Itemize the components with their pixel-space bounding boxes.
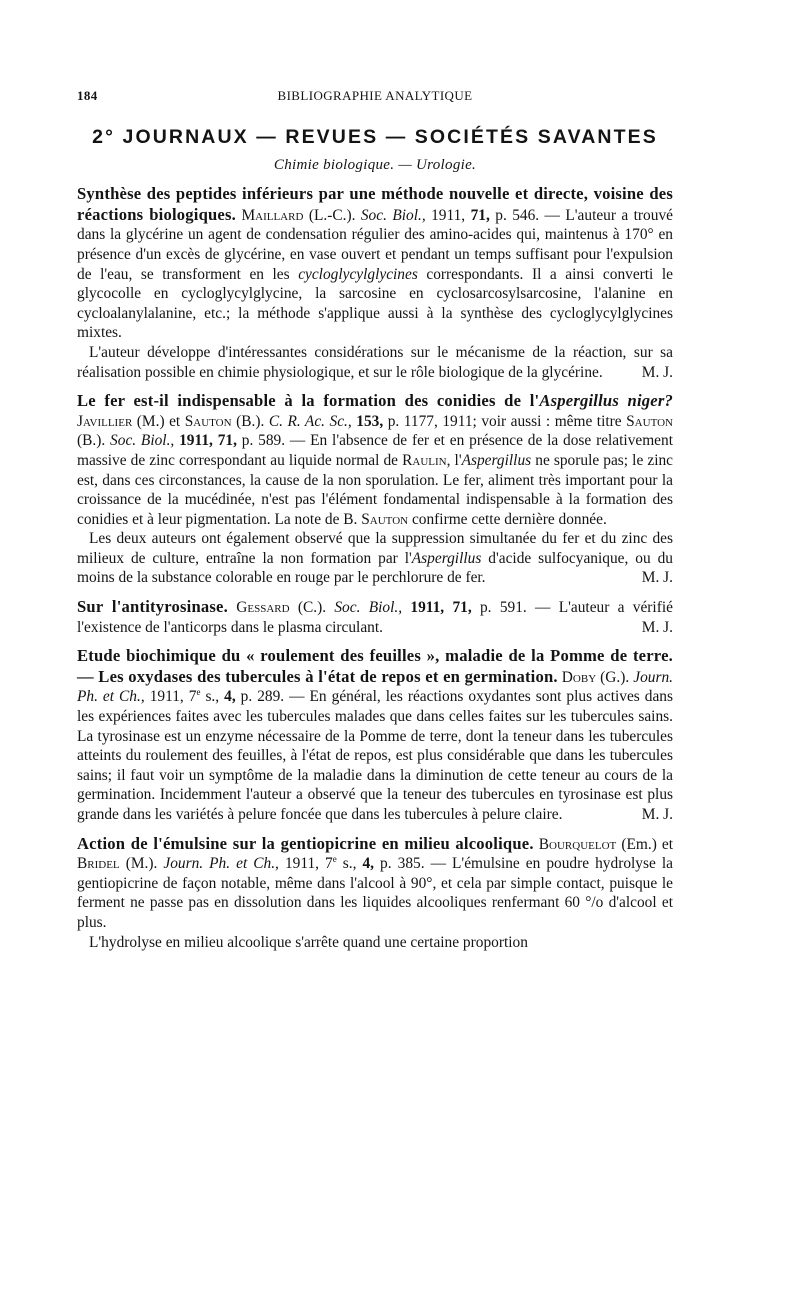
- entry-paragraph: [77, 391, 673, 529]
- entry-paragraph: [77, 933, 673, 953]
- entry-author-initials: (M.).: [125, 855, 158, 873]
- entry-volume: 4,: [224, 688, 236, 706]
- entry-body: , l': [446, 451, 462, 469]
- section-title: 2° JOURNAUX — REVUES — SOCIÉTÉS SAVANTES: [92, 126, 658, 148]
- entry-body: ne sporule pas; le zinc est, dans ces circonstances, la cause de la non sporulation. Le fer, aliment très important pour la croissance de la mucédinée, n'est pas l'élément fondamental indispensable à la formation des conidies et à leur pigmentation. La note de B.: [77, 451, 673, 528]
- entry-journal: Soc. Biol.,: [110, 432, 175, 450]
- entry-paragraph: [77, 529, 673, 588]
- entry-signature: M. J.: [641, 569, 673, 587]
- bibliography-entry: [77, 834, 673, 953]
- entry-paragraph: [77, 597, 673, 637]
- entry-page: p. 591. —: [479, 599, 551, 617]
- entry-year: 1911, 7: [284, 855, 333, 873]
- entry-volume: 4,: [362, 855, 375, 873]
- entry-body-italic: cycloglycylglycines: [298, 265, 418, 283]
- entry-author: Sauton: [626, 412, 673, 430]
- entry-paragraph: [77, 184, 673, 343]
- entry-body: L'émulsine en poudre hydrolyse la gentiopicrine de façon notable, même dans l'alcool à 90°, et cela par simple contact, puisque le ferment ne passe pas en dissolution dans les liquides alcooliques renfermant 60 °/o d'alcool et plus.: [77, 855, 673, 931]
- entry-title: Etude biochimique du « roulement des feuilles », maladie de la Pomme de terre. — Les oxydases des tubercules à l'état de repos et en germination.: [77, 646, 673, 686]
- entry-body: En l'absence de fer et en présence de la dose relativement massive de zinc correspondant au liquide normal de: [77, 432, 673, 469]
- entry-author: Doby: [561, 668, 597, 686]
- entry-body: Les deux auteurs ont également observé que la suppression simultanée du fer et du zinc des milieux de culture, entraîne la non formation par l': [77, 530, 673, 567]
- entry-journal: Soc. Biol.,: [360, 206, 426, 224]
- entry-author: Javillier: [77, 412, 133, 430]
- entry-author-mention: Sauton: [361, 510, 409, 528]
- page-number: 184: [77, 88, 98, 103]
- bibliography-entry: [77, 597, 673, 637]
- entry-volume: 1911, 71,: [410, 599, 472, 617]
- entry-body: L'hydrolyse en milieu alcoolique s'arrête quand une certaine proportion: [89, 933, 528, 951]
- entry-author: Maillard: [241, 206, 304, 224]
- entry-journal: C. R. Ac. Sc.,: [268, 412, 352, 430]
- entry-title: Sur l'antityrosinase.: [77, 597, 228, 617]
- entry-title-italic: Aspergillus niger?: [539, 391, 673, 411]
- bibliography-entry: [77, 184, 673, 382]
- entry-signature: M. J.: [641, 618, 673, 636]
- entry-page: p. 385. —: [380, 855, 446, 873]
- entry-author-initials: (G.).: [600, 668, 630, 686]
- entry-title: Synthèse des peptides inférieurs par une méthode nouvelle et directe, voisine des réactions biologiques.: [77, 184, 673, 224]
- entry-page: p. 546. —: [495, 206, 560, 224]
- document-page: [77, 82, 673, 952]
- entry-body: L'auteur a vérifié l'existence de l'anticorps dans le plasma circulant.: [77, 599, 673, 636]
- entry-paragraph: [77, 834, 673, 933]
- entry-author: Gessard: [236, 599, 290, 617]
- entry-paragraph: [77, 646, 673, 824]
- entry-year: 1911, 7: [149, 688, 197, 706]
- entry-paragraph: [77, 343, 673, 382]
- entry-author-mention: Raulin: [402, 451, 447, 469]
- running-title: BIBLIOGRAPHIE ANALYTIQUE: [277, 88, 473, 103]
- entry-author-initials: (L.-C.).: [308, 206, 356, 224]
- entry-author: Bridel: [77, 855, 120, 873]
- entry-series: s.,: [342, 855, 357, 873]
- entry-author-initials: (C.).: [297, 599, 327, 617]
- bibliography-entry: [77, 391, 673, 588]
- entry-author-initials: (B.).: [236, 412, 265, 430]
- entry-body-italic: Aspergillus: [461, 451, 532, 469]
- entry-page: p. 589. —: [241, 432, 306, 450]
- entry-page: p. 289. —: [240, 688, 305, 706]
- entry-series: s.,: [205, 688, 220, 706]
- entry-year: 1911,: [431, 206, 466, 224]
- entry-body-italic: Aspergillus: [411, 549, 482, 567]
- entry-body: En général, les réactions oxydantes sont plus actives dans les expériences faites avec les tubercules malades que dans celles faites sur les tubercules sains. La tyrosinase est un enzyme nécessaire de la Pomme de terre, dont la teneur dans les tubercules atteints du roulement des feuilles, à l'état de repos, est plus considérable que dans les tubercules sains; il faut voir un symptôme de la maladie dans la diminution de cette teneur au cours de la germination. Incidemment l'auteur a observé que la teneur des tubercules en tyrosinase est plus grande dans les variétés à pelure foncée que dans les tubercules à pelure claire.: [77, 688, 673, 823]
- entry-title: Action de l'émulsine sur la gentiopicrine en milieu alcoolique.: [77, 833, 534, 853]
- entry-journal: Journ. Ph. et Ch.,: [163, 855, 279, 873]
- entry-body: confirme cette dernière donnée.: [411, 510, 607, 528]
- page-header: [77, 82, 673, 106]
- entry-journal: Journ. Ph. et Ch.,: [77, 668, 673, 706]
- entry-volume: 71,: [470, 206, 490, 224]
- entry-body: correspondants. Il a ainsi converti le glycocolle en cycloglycylglycine, la sarcosine en cyclosarcosylsarcosine, l'alanine en cycloalanylalanine, etc.; la méthode s'applique aussi à la synthèse des cycloglycylglycines mixtes.: [77, 265, 673, 342]
- entry-author-initials: (B.).: [77, 432, 106, 450]
- entry-series-sup: e: [196, 687, 201, 698]
- entry-body: d'acide sulfocyanique, ou du moins de la substance colorable en rouge par le perchlorure de fer.: [77, 549, 673, 587]
- entry-signature: M. J.: [641, 806, 673, 823]
- entry-journal: Soc. Biol.,: [334, 599, 403, 617]
- section-subtitle: Chimie biologique. — Urologie.: [273, 156, 477, 173]
- bibliography-entry: [77, 646, 673, 824]
- entry-title: Le fer est-il indispensable à la formation des conidies de l': [77, 391, 540, 411]
- entry-reference: p. 1177, 1911; voir aussi : même titre: [387, 412, 622, 430]
- entry-volume: 1911, 71,: [179, 432, 237, 450]
- entry-author: Bourquelot: [538, 835, 617, 853]
- entry-author-initials: (M.) et: [136, 412, 181, 430]
- entry-volume: 153,: [356, 412, 384, 430]
- entry-author-initials: (Em.) et: [621, 835, 673, 853]
- entry-series-sup: e: [332, 854, 337, 865]
- entry-body: L'auteur a trouvé dans la glycérine un agent de condensation régulier des amino-acides qui, maintenus à 170° en présence d'un excès de glycérine, en vase ouvert et pendant un temps suffisant pour l'expulsion de l'eau, se transforment en les: [77, 206, 673, 283]
- entry-signature: M. J.: [641, 363, 673, 381]
- entry-body: L'auteur développe d'intéressantes considérations sur le mécanisme de la réaction, sur sa réalisation possible en chimie physiologique, et sur le rôle biologique de la glycérine.: [77, 343, 673, 381]
- entry-author: Sauton: [184, 412, 232, 430]
